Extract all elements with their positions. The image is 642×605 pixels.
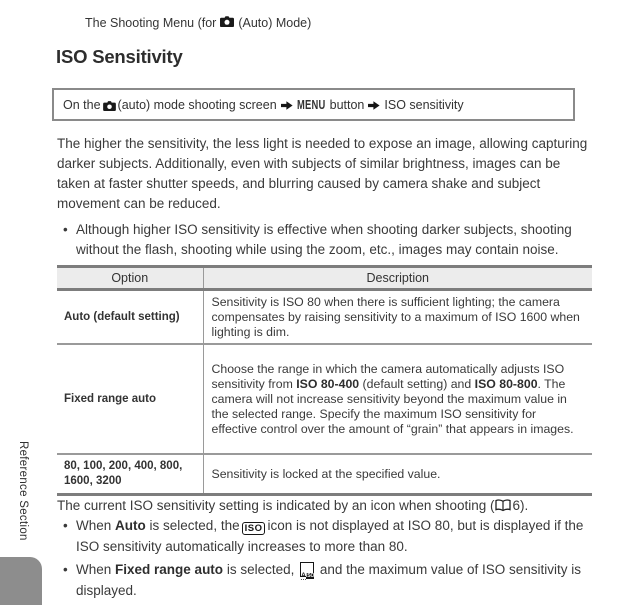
option-cell: Fixed range auto	[64, 392, 157, 405]
table-header-row	[57, 267, 592, 290]
bullet-marker: •	[63, 562, 68, 577]
page-reference-link[interactable]: 6	[512, 498, 520, 513]
auto-option-name: Auto	[115, 518, 146, 533]
footer-bullet-fixed-range	[59, 560, 593, 601]
fixed-range-auto-option-name: Fixed range auto	[115, 562, 224, 577]
command-path-box	[52, 88, 575, 121]
iso-indicator-icon: ISO	[242, 522, 266, 535]
iso-range-default: ISO 80-400	[296, 377, 360, 392]
bullet-marker: •	[63, 518, 68, 533]
reference-section-tab	[0, 557, 42, 605]
breadcrumb-text-post: (Auto) Mode)	[238, 16, 312, 30]
description-cell: Sensitivity is locked at the specified value.	[203, 454, 592, 495]
footer-bullet-auto-text: When Auto is selected, the ISO icon is not displayed at ISO 80, but is displayed if the ISO sensitivity automatically increases to more than 80.	[76, 518, 584, 554]
footer-bullet-fixed-range-text: When Fixed range auto is selected, AISO and the maximum value of ISO sensitivity is displayed.	[76, 562, 581, 598]
footer-note: The current ISO sensitivity setting is indicated by an icon when shooting ( 6).	[57, 498, 529, 513]
nav-text-pre: On the	[63, 98, 101, 112]
arrow-right-icon	[281, 99, 293, 113]
bullet-marker: •	[63, 222, 68, 237]
arrow-right-icon	[368, 99, 380, 113]
nav-text-end: ISO sensitivity	[384, 98, 464, 112]
reference-section-label: Reference Section	[17, 441, 29, 541]
fixed-range-auto-indicator-icon: AISO	[300, 562, 314, 577]
breadcrumb	[85, 16, 311, 30]
description-cell: Choose the range in which the camera automatically adjusts ISO sensitivity from ISO 80-400 (default setting) and ISO 80-800. The camera will not increase sensitivity beyond the maximum value in the selected range. Specify the maximum ISO sensitivity for effective control over the amount of “grain” that appears in images.	[203, 344, 592, 454]
intro-bullet	[59, 220, 593, 260]
camera-icon	[220, 16, 234, 30]
description-cell: Sensitivity is ISO 80 when there is sufficient lighting; the camera compensates by raising sensitivity to a maximum of ISO 1600 when lighting is dim.	[203, 290, 592, 345]
option-cell: 80, 100, 200, 400, 800, 1600, 3200	[64, 460, 183, 488]
open-book-icon	[495, 500, 511, 515]
table-row-fixed-values	[57, 454, 592, 495]
table-row-auto	[57, 290, 592, 345]
iso-options-table	[57, 265, 592, 496]
iso-range-alt: ISO 80-800	[474, 377, 538, 392]
table-row-fixed-range-auto	[57, 344, 592, 454]
camera-icon	[103, 100, 116, 114]
menu-button-label: MENU	[296, 97, 326, 112]
table-header-option: Option	[57, 267, 203, 290]
intro-bullet-text: Although higher ISO sensitivity is effective when shooting darker subjects, shooting without the flash, shooting while using the zoom, etc., images may contain noise.	[76, 222, 572, 257]
nav-text-button: button	[329, 98, 365, 112]
footer-bullet-auto	[59, 516, 593, 557]
breadcrumb-text-pre: The Shooting Menu (for	[85, 16, 217, 30]
nav-text-mid: (auto) mode shooting screen	[117, 98, 277, 112]
page-title: ISO Sensitivity	[56, 46, 183, 67]
table-header-description: Description	[203, 267, 592, 290]
intro-paragraph: The higher the sensitivity, the less light is needed to expose an image, allowing capturing darker subjects. Additionally, even with subjects of similar brightness, images can be taken at faster shutter speeds, and blurring caused by camera shake and subject movement can be reduced.	[57, 136, 588, 211]
option-cell: Auto (default setting)	[64, 310, 180, 323]
